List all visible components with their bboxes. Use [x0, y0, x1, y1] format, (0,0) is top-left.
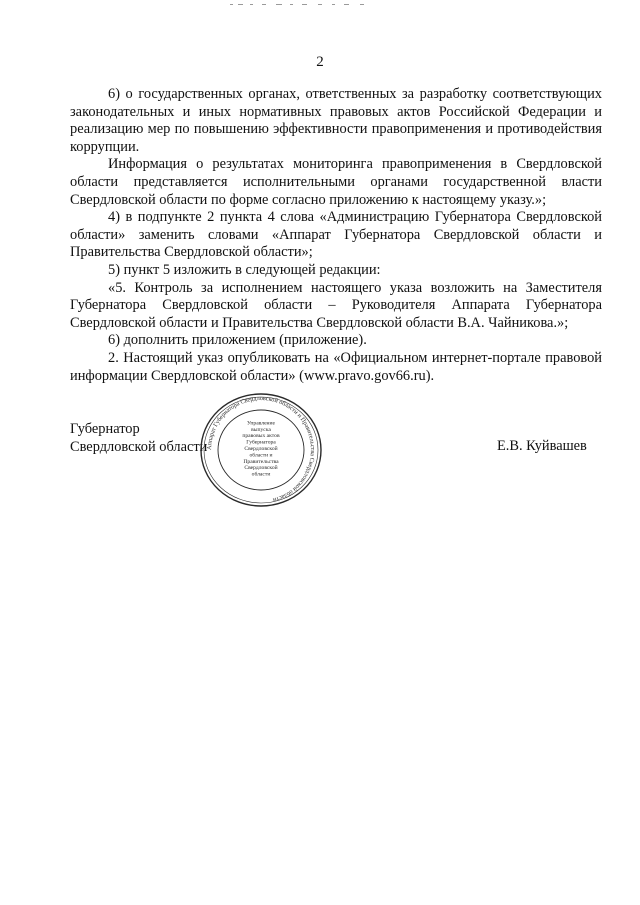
svg-text:области и: области и	[249, 452, 273, 459]
scan-marks	[228, 2, 378, 8]
signatory-title-line2: Свердловской области	[70, 439, 208, 455]
paragraph: 6) дополнить приложением (приложение).	[108, 332, 367, 349]
paragraph: 2. Настоящий указ опубликовать на «Официальном интернет-портале правовой информации Свердловской области» (www.pravo.gov66.ru).	[70, 349, 602, 384]
signatory-title	[70, 420, 207, 456]
svg-text:Управление: Управление	[246, 420, 276, 427]
svg-text:Правительства: Правительства	[243, 458, 279, 465]
svg-text:Свердловской: Свердловской	[244, 446, 278, 452]
seal-ring-text: Аппарат Губернатора Свердловской области и Правительства Свердловской области	[205, 394, 317, 504]
svg-text:правовых актов: правовых актов	[242, 433, 280, 440]
page-number: 2	[316, 54, 324, 70]
paragraph: 5) пункт 5 изложить в следующей редакции:	[108, 261, 381, 278]
seal-center-text	[242, 420, 280, 477]
svg-text:Свердловской: Свердловской	[244, 465, 278, 472]
signatory-title-line1: Губернатор	[70, 421, 140, 437]
official-seal	[196, 390, 326, 510]
document-body	[70, 86, 602, 385]
paragraph: «5. Контроль за исполнением настоящего указа возложить на Заместителя Губернатора Свердловской области – Руководителя Аппарата Губернатора Свердловской области и Правительства Свердловской области В.А. Чайникова.»;	[70, 279, 602, 331]
signatory-name: Е.В. Куйвашев	[497, 438, 587, 454]
svg-text:выпуска: выпуска	[251, 426, 271, 433]
svg-text:области: области	[251, 471, 271, 478]
paragraph: 4) в подпункте 2 пункта 4 слова «Администрацию Губернатора Свердловской области» заменить словами «Аппарат Губернатора Свердловской области и Правительства Свердловской области»;	[70, 209, 602, 261]
paragraph: Информация о результатах мониторинга правоприменения в Свердловской области представляется исполнительными органами государственной власти Свердловской области по форме согласно приложению к настоящему указу.»;	[70, 156, 602, 208]
svg-text:Губернатора: Губернатора	[246, 439, 276, 446]
paragraph: 6) о государственных органах, ответственных за разработку соответствующих законодательных и иных нормативных правовых актов Российской Федерации и реализацию мер по повышению эффективности правоприменения и противодействия коррупции.	[70, 86, 602, 155]
